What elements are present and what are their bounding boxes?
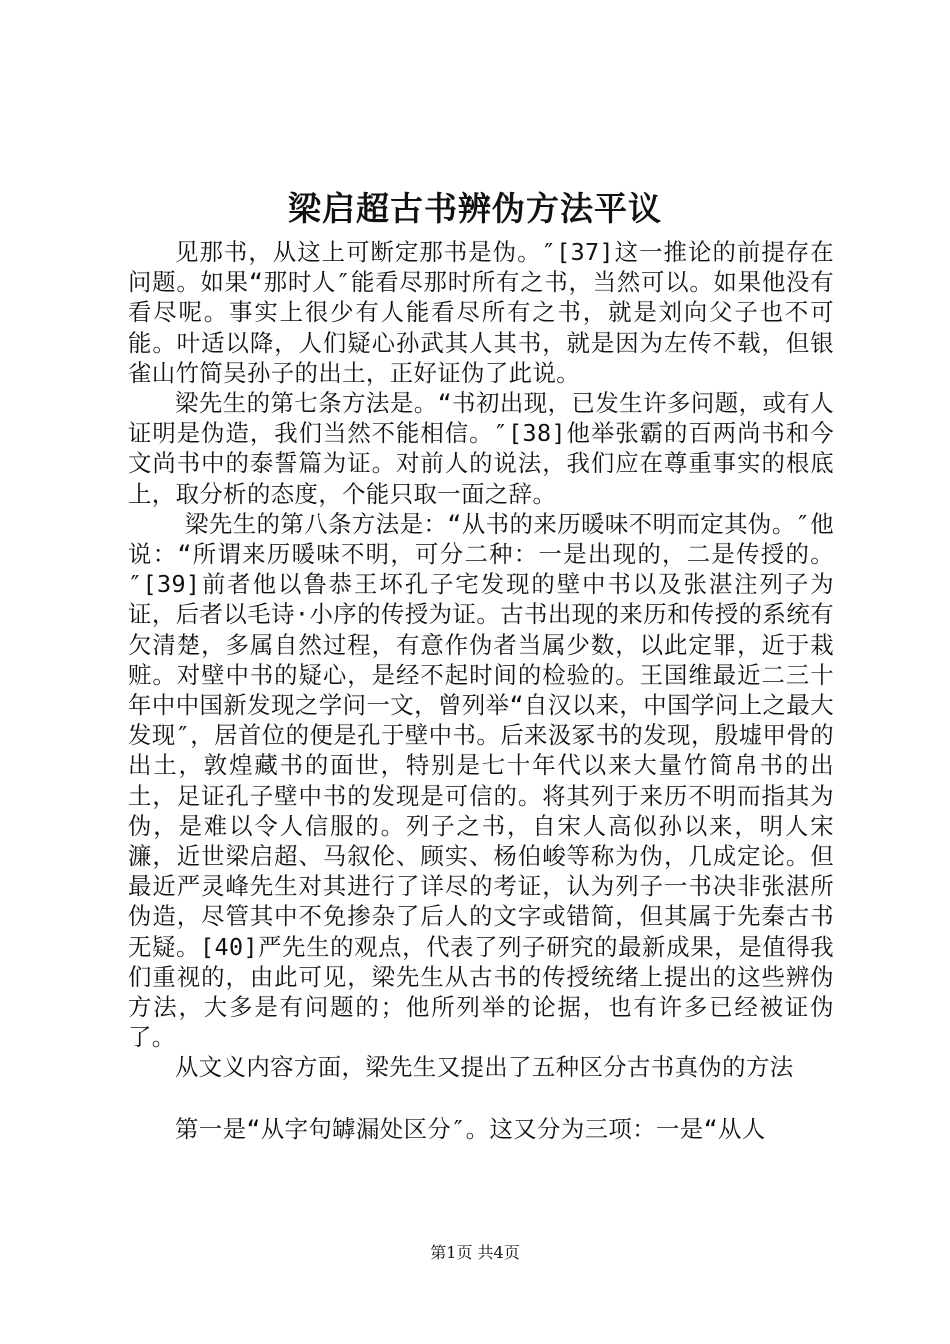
page-title: 梁启超古书辨伪方法平议 — [288, 189, 662, 228]
paragraph-4: 从文义内容方面，梁先生又提出了五种区分古书真伪的方法 — [175, 1053, 794, 1082]
paragraph-3: 梁先生的第八条方法是：“从书的来历暖味不明而定其伪。″他说：“所谓来历暖味不明，可分二种：一是出现的，二是传授的。″[39]前者他以鲁恭王坏孔子宅发现的壁中书以及张湛注列子为证，后者以毛诗·小序的传授为证。古书出现的来历和传授的系统有欠清楚，多属自然过程，有意作伪者当属少数，以此定罪，近于栽赃。对壁中书的疑心，是经不起时间的检验的。王国维最近二三十年中中国新发现之学问一文，曾列举“自汉以来，中国学问上之最大发现″，居首位的便是孔于壁中书。后来汲冢书的发现，殷墟甲骨的出土，敦煌藏书的面世，特别是七十年代以来大量竹简帛书的出土，足证孔子壁中书的发现是可信的。将其列于来历不明而指其为伪，是难以令人信服的。列子之书，自宋人高似孙以来，明人宋濂，近世梁启超、马叙伦、顾实、杨伯峻等称为伪，几成定论。但最近严灵峰先生对其进行了详尽的考证，认为列子一书决非张湛所伪造，尽管其中不免掺杂了后人的文字或错简，但其属于先秦古书无疑。[40]严先生的观点，代表了列子研究的最新成果，是值得我们重视的，由此可见，梁先生从古书的传授统绪上提出的这些辨伪方法，大多是有问题的；他所列举的论据，也有许多已经被证伪了。 — [128, 509, 834, 1052]
paragraph-5: 第一是“从字句罅漏处区分″。这又分为三项：一是“从人 — [175, 1114, 766, 1143]
paragraph-1: 见那书，从这上可断定那书是伪。″[37]这一推论的前提存在问题。如果“那时人″能看尽那时所有之书，当然可以。如果他没有看尽呢。事实上很少有人能看尽所有之书，就是刘向父子也不可能。叶适以降，人们疑心孙武其人其书，就是因为左传不载，但银雀山竹简吴孙子的出土，正好证伪了此说。 — [128, 238, 834, 387]
document-body — [128, 237, 834, 1144]
page-footer: 第1页 共4页 — [430, 1243, 520, 1262]
paragraph-2: 梁先生的第七条方法是。“书初出现，已发生许多问题，或有人证明是伪造，我们当然不能相信。″[38]他举张霸的百两尚书和今文尚书中的泰誓篇为证。对前人的说法，我们应在尊重事实的根底上，取分析的态度，个能只取一面之辞。 — [128, 389, 834, 508]
